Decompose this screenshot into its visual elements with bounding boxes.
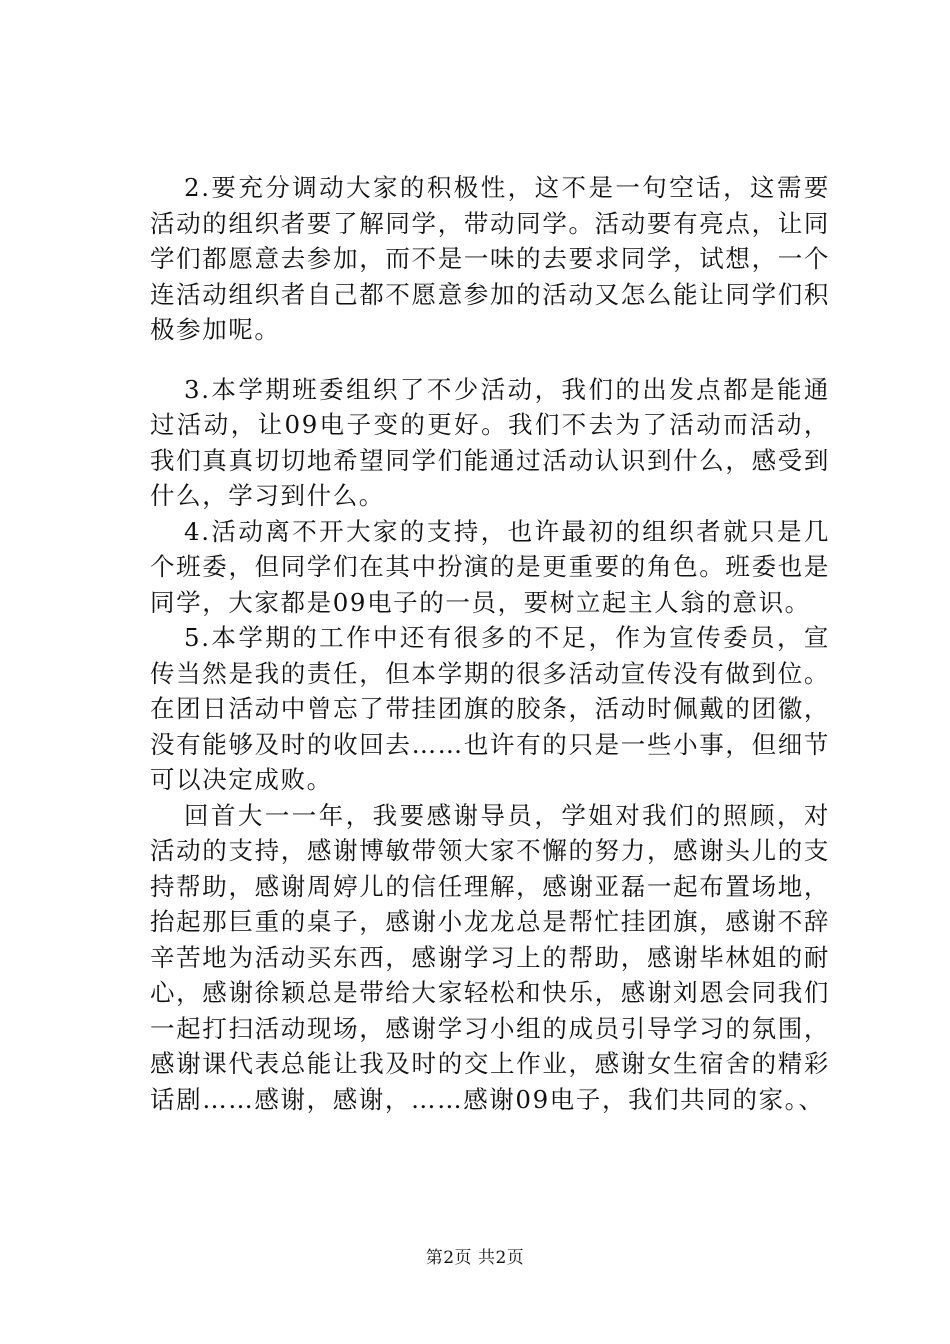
paragraph-4: 4.活动离不开大家的支持，也许最初的组织者就只是几个班委，但同学们在其中扮演的是更重要的角色。班委也是同学，大家都是09电子的一员，要树立起主人翁的意识。 <box>150 516 830 617</box>
paragraph-3: 3.本学期班委组织了不少活动，我们的出发点都是能通过活动，让09电子变的更好。我们不去为了活动而活动，我们真真切切地希望同学们能通过活动认识到什么，感受到什么，学习到什么。 <box>150 374 830 510</box>
paragraph-2: 2.要充分调动大家的积极性，这不是一句空话，这需要活动的组织者要了解同学，带动同学。活动要有亮点，让同学们都愿意去参加，而不是一味的去要求同学，试想，一个连活动组织者自己都不愿意参加的活动又怎么能让同学们积极参加呢。 <box>150 173 830 344</box>
page-footer: 第2页 共2页 <box>425 1248 525 1268</box>
paragraph-5: 5.本学期的工作中还有很多的不足，作为宣传委员，宣传当然是我的责任，但本学期的很多活动宣传没有做到位。在团日活动中曾忘了带挂团旗的胶条，活动时佩戴的团徽，没有能够及时的收回去……也许有的只是一些小事，但细节可以决定成败。 <box>150 623 830 794</box>
paragraph-thanks: 回首大一一年，我要感谢导员，学姐对我们的照顾，对活动的支持，感谢博敏带领大家不懈的努力，感谢头儿的支持帮助，感谢周婷儿的信任理解，感谢亚磊一起布置场地，抬起那巨重的桌子，感谢小龙龙总是帮忙挂团旗，感谢不辞辛苦地为活动买东西，感谢学习上的帮助，感谢毕林姐的耐心，感谢徐颖总是带给大家轻松和快乐，感谢刘恩会同我们一起打扫活动现场，感谢学习小组的成员引导学习的氛围，感谢课代表总能让我及时的交上作业，感谢女生宿舍的精彩话剧……感谢，感谢，……感谢09电子，我们共同的家。、 <box>150 800 830 1114</box>
document-body <box>150 170 830 1117</box>
